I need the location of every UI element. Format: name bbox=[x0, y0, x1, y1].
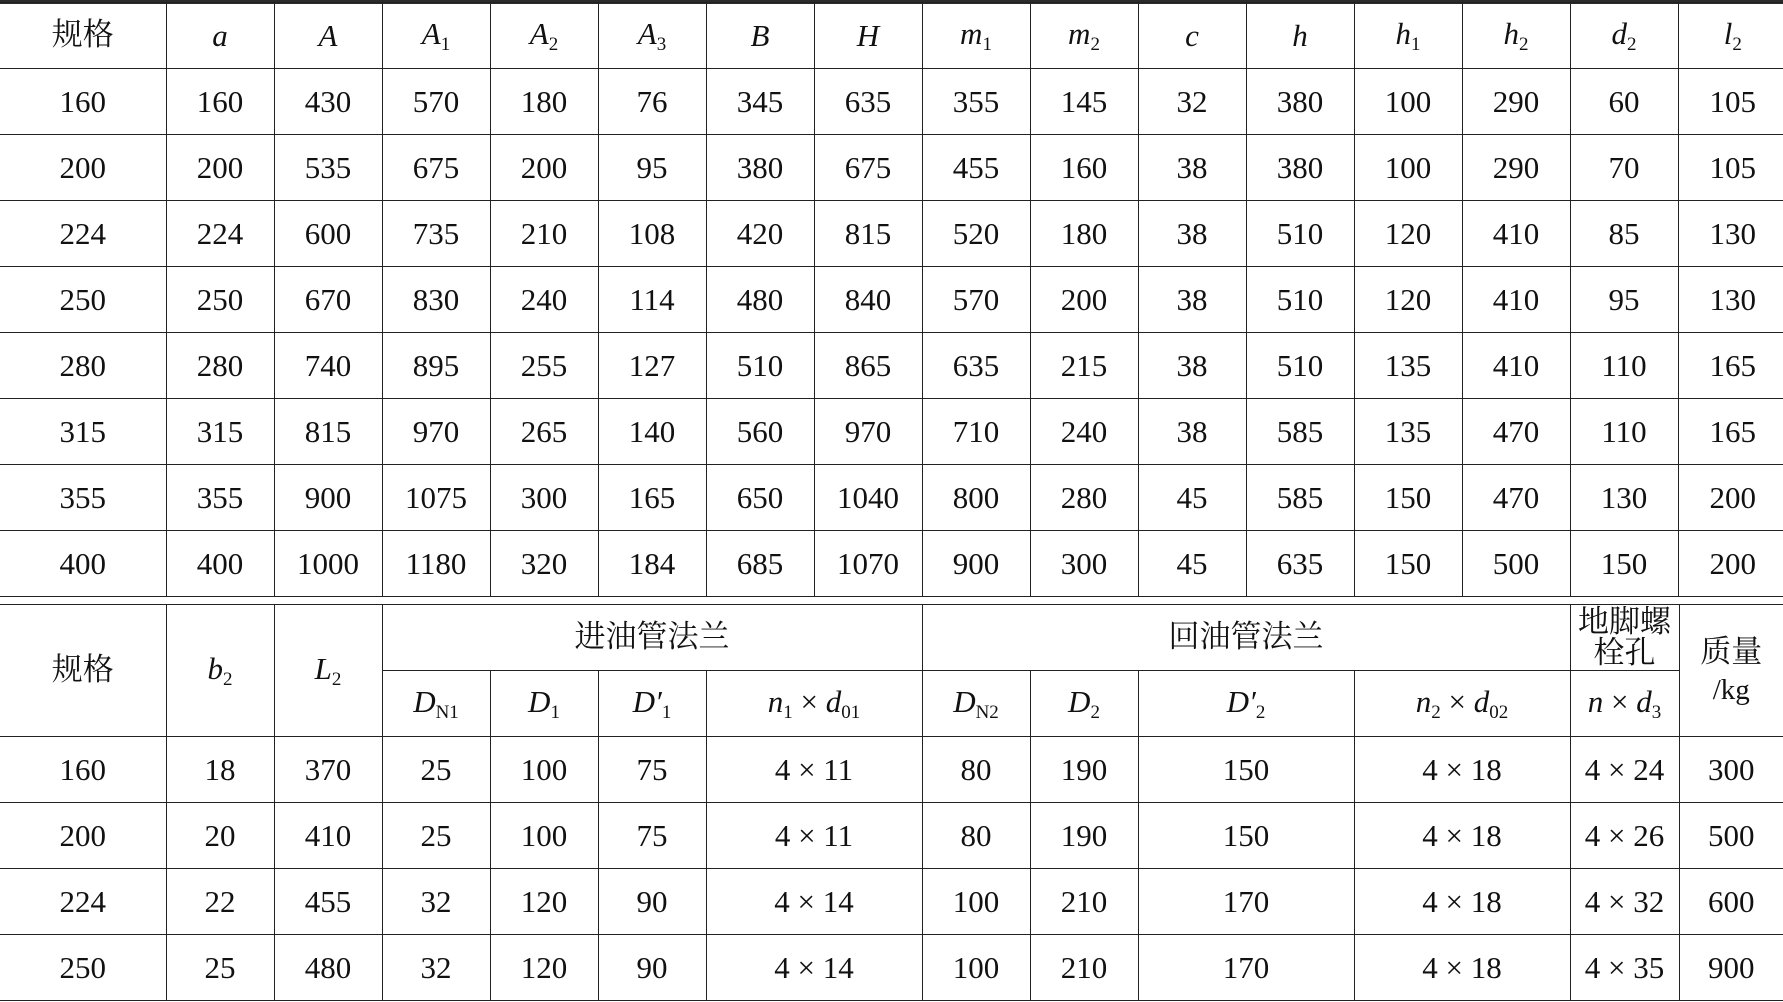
flange-table-cell: 75 bbox=[598, 737, 706, 803]
dimension-header-symbol: H bbox=[856, 18, 880, 53]
flange-table-body bbox=[0, 737, 1783, 1001]
dimension-table-cell: 280 bbox=[166, 333, 274, 399]
header-d02-main: d bbox=[1473, 683, 1490, 719]
dimension-table-row bbox=[0, 69, 1783, 135]
dimension-table-cell: 740 bbox=[274, 333, 382, 399]
dimension-table-cell: 635 bbox=[922, 333, 1030, 399]
flange-table-row bbox=[0, 935, 1783, 1001]
dimension-header-symbol: A bbox=[529, 15, 549, 51]
flange-table bbox=[0, 604, 1783, 1001]
dimension-header-symbol: A bbox=[421, 15, 441, 51]
dimension-table-cell: 400 bbox=[0, 531, 166, 597]
dimension-table-cell: 265 bbox=[490, 399, 598, 465]
dimension-header-cell bbox=[1462, 3, 1570, 69]
dimension-table-cell: 200 bbox=[1030, 267, 1138, 333]
dimension-table-cell: 560 bbox=[706, 399, 814, 465]
dimension-table-cell: 250 bbox=[0, 267, 166, 333]
dimension-table-cell: 70 bbox=[1570, 135, 1678, 201]
dimension-header-cell bbox=[1030, 3, 1138, 69]
dimension-table-body bbox=[0, 69, 1783, 597]
dimension-table-row bbox=[0, 399, 1783, 465]
dimension-table-cell: 180 bbox=[490, 69, 598, 135]
dimension-table-cell: 224 bbox=[0, 201, 166, 267]
dimension-table-cell: 200 bbox=[490, 135, 598, 201]
dimension-table-cell: 100 bbox=[1354, 69, 1462, 135]
dimension-table-cell: 200 bbox=[166, 135, 274, 201]
dimension-table-cell: 650 bbox=[706, 465, 814, 531]
dimension-table-cell: 500 bbox=[1462, 531, 1570, 597]
dimension-header-symbol: l bbox=[1723, 15, 1733, 51]
flange-table-cell: 150 bbox=[1138, 803, 1354, 869]
dimension-table-cell: 150 bbox=[1354, 465, 1462, 531]
flange-table-cell: 100 bbox=[490, 803, 598, 869]
header-DN1-main: D bbox=[413, 683, 436, 719]
dimension-table-cell: 815 bbox=[274, 399, 382, 465]
dimension-table-cell: 160 bbox=[0, 69, 166, 135]
dimension-header-cell bbox=[274, 3, 382, 69]
dimension-header-symbol: d bbox=[1611, 15, 1627, 51]
dimension-table-cell: 1075 bbox=[382, 465, 490, 531]
dimension-table-cell: 210 bbox=[490, 201, 598, 267]
dimension-table-cell: 320 bbox=[490, 531, 598, 597]
dimension-table-cell: 815 bbox=[814, 201, 922, 267]
dimension-table-cell: 470 bbox=[1462, 465, 1570, 531]
dimension-table-cell: 160 bbox=[1030, 135, 1138, 201]
header-d3-main: d bbox=[1636, 683, 1652, 719]
dimension-table-cell: 520 bbox=[922, 201, 1030, 267]
dimension-header-symbol: c bbox=[1185, 18, 1199, 53]
header-b2 bbox=[166, 605, 274, 737]
flange-table-cell: 4 × 26 bbox=[1570, 803, 1679, 869]
dimension-header-symbol: a bbox=[212, 18, 228, 53]
flange-table-cell: 300 bbox=[1679, 737, 1783, 803]
dimension-header-cell bbox=[922, 3, 1030, 69]
flange-table-cell: 4 × 14 bbox=[706, 869, 922, 935]
dimension-table-cell: 130 bbox=[1570, 465, 1678, 531]
dimension-table-cell: 635 bbox=[814, 69, 922, 135]
dimension-table-cell: 570 bbox=[382, 69, 490, 135]
dimension-table-cell: 355 bbox=[0, 465, 166, 531]
dimension-table-cell: 800 bbox=[922, 465, 1030, 531]
dimension-table-cell: 184 bbox=[598, 531, 706, 597]
dimension-table-cell: 1000 bbox=[274, 531, 382, 597]
dimension-header-cell bbox=[1678, 3, 1783, 69]
dimension-header-cell bbox=[598, 3, 706, 69]
header-D2-prime bbox=[1138, 671, 1354, 737]
dimension-header-cell bbox=[706, 3, 814, 69]
dimension-table-cell: 1070 bbox=[814, 531, 922, 597]
dimension-table-cell: 145 bbox=[1030, 69, 1138, 135]
dimension-table-cell: 400 bbox=[166, 531, 274, 597]
dimension-table-cell: 165 bbox=[598, 465, 706, 531]
dimension-header-cell bbox=[166, 3, 274, 69]
header-DN1 bbox=[382, 671, 490, 737]
flange-table-cell: 210 bbox=[1030, 935, 1138, 1001]
dimension-table-cell: 585 bbox=[1246, 465, 1354, 531]
dimension-table-cell: 300 bbox=[490, 465, 598, 531]
header-D1-prime-main: D′ bbox=[632, 683, 662, 719]
header-b2-sub: 2 bbox=[223, 668, 233, 690]
flange-table-cell: 100 bbox=[922, 935, 1030, 1001]
flange-table-cell: 120 bbox=[490, 935, 598, 1001]
dimension-header-cell bbox=[1246, 3, 1354, 69]
header-D1-prime bbox=[598, 671, 706, 737]
header-d01-main: d bbox=[825, 683, 842, 719]
header-L2 bbox=[274, 605, 382, 737]
dimension-header-symbol: A bbox=[318, 18, 338, 53]
dimension-table-cell: 315 bbox=[0, 399, 166, 465]
dimension-table-cell: 165 bbox=[1678, 399, 1783, 465]
dimension-table-cell: 380 bbox=[1246, 135, 1354, 201]
flange-table-cell: 22 bbox=[166, 869, 274, 935]
dimension-header-cell bbox=[1138, 3, 1246, 69]
dimension-table-cell: 130 bbox=[1678, 201, 1783, 267]
dimension-table-cell: 110 bbox=[1570, 333, 1678, 399]
dimension-table-row bbox=[0, 465, 1783, 531]
dimension-table-cell: 895 bbox=[382, 333, 490, 399]
dimension-table-cell: 355 bbox=[166, 465, 274, 531]
dimension-table-cell: 355 bbox=[922, 69, 1030, 135]
dimension-header-subscript: 1 bbox=[1411, 33, 1421, 55]
dimension-table-cell: 410 bbox=[1462, 333, 1570, 399]
flange-table-cell: 4 × 11 bbox=[706, 737, 922, 803]
dimension-header-cell bbox=[1354, 3, 1462, 69]
flange-table-cell: 500 bbox=[1679, 803, 1783, 869]
dimension-table-cell: 150 bbox=[1354, 531, 1462, 597]
dimension-table-cell: 85 bbox=[1570, 201, 1678, 267]
header-D2-sub: 2 bbox=[1090, 701, 1100, 723]
header-spec-label: 规格 bbox=[51, 652, 114, 688]
header-n-d3 bbox=[1570, 671, 1679, 737]
header-D1-main: D bbox=[528, 683, 551, 719]
dimension-table-cell: 675 bbox=[382, 135, 490, 201]
dimension-table-cell: 280 bbox=[1030, 465, 1138, 531]
dimension-table-cell: 675 bbox=[814, 135, 922, 201]
dimension-table-cell: 38 bbox=[1138, 267, 1246, 333]
dimension-table-cell: 200 bbox=[0, 135, 166, 201]
dimension-table-cell: 300 bbox=[1030, 531, 1138, 597]
dimension-table-row bbox=[0, 267, 1783, 333]
dimension-table-cell: 970 bbox=[382, 399, 490, 465]
dimension-table-cell: 420 bbox=[706, 201, 814, 267]
flange-table-cell: 370 bbox=[274, 737, 382, 803]
header-mass-unit: /kg bbox=[1712, 673, 1750, 706]
dimension-table-cell: 635 bbox=[1246, 531, 1354, 597]
dimension-table-cell: 1040 bbox=[814, 465, 922, 531]
header-mass-label: 质量 bbox=[1700, 633, 1763, 670]
header-D1-prime-sub: 1 bbox=[661, 701, 672, 723]
dimension-table-cell: 585 bbox=[1246, 399, 1354, 465]
dimension-table-cell: 345 bbox=[706, 69, 814, 135]
header-L2-sub: 2 bbox=[331, 668, 342, 690]
flange-table-cell: 455 bbox=[274, 869, 382, 935]
dimension-table-cell: 180 bbox=[1030, 201, 1138, 267]
dimension-header-subscript: 1 bbox=[982, 33, 992, 55]
header-D2-prime-sub: 2 bbox=[1255, 701, 1266, 723]
header-D2-prime-main: D′ bbox=[1226, 683, 1256, 719]
header-n1-d01-times: × bbox=[792, 683, 826, 719]
flange-table-cell: 4 × 18 bbox=[1354, 737, 1570, 803]
dimension-table-cell: 735 bbox=[382, 201, 490, 267]
flange-table-cell: 25 bbox=[382, 803, 490, 869]
dimension-table-cell: 105 bbox=[1678, 135, 1783, 201]
flange-table-cell: 75 bbox=[598, 803, 706, 869]
dimension-table-cell: 1180 bbox=[382, 531, 490, 597]
flange-table-cell: 90 bbox=[598, 869, 706, 935]
dimension-header-cell bbox=[1570, 3, 1678, 69]
flange-table-cell: 480 bbox=[274, 935, 382, 1001]
dimension-table-cell: 900 bbox=[922, 531, 1030, 597]
dimension-table-cell: 38 bbox=[1138, 135, 1246, 201]
dimension-table-cell: 120 bbox=[1354, 267, 1462, 333]
dimension-table-cell: 315 bbox=[166, 399, 274, 465]
dimension-header-cell bbox=[490, 3, 598, 69]
dimension-table-cell: 380 bbox=[706, 135, 814, 201]
flange-table-row bbox=[0, 869, 1783, 935]
dimension-table-cell: 710 bbox=[922, 399, 1030, 465]
header-d3-sub: 3 bbox=[1651, 701, 1662, 723]
header-D2-main: D bbox=[1068, 683, 1091, 719]
flange-table-cell: 120 bbox=[490, 869, 598, 935]
dimension-header-cell bbox=[814, 3, 922, 69]
flange-table-cell: 20 bbox=[166, 803, 274, 869]
dimension-table-cell: 470 bbox=[1462, 399, 1570, 465]
dimension-table-cell: 240 bbox=[1030, 399, 1138, 465]
dimension-table-cell: 290 bbox=[1462, 135, 1570, 201]
flange-table-cell: 190 bbox=[1030, 803, 1138, 869]
flange-table-cell: 190 bbox=[1030, 737, 1138, 803]
dimension-table-cell: 200 bbox=[1678, 531, 1783, 597]
dimension-table-cell: 140 bbox=[598, 399, 706, 465]
dimension-table-cell: 510 bbox=[1246, 267, 1354, 333]
flange-table-cell: 4 × 32 bbox=[1570, 869, 1679, 935]
header-DN2-main: D bbox=[953, 683, 976, 719]
dimension-header-symbol: h bbox=[1395, 15, 1411, 51]
flange-table-cell: 4 × 18 bbox=[1354, 935, 1570, 1001]
dimension-table-cell: 280 bbox=[0, 333, 166, 399]
dimension-table-cell: 38 bbox=[1138, 201, 1246, 267]
flange-table-cell: 25 bbox=[166, 935, 274, 1001]
dimension-table-cell: 570 bbox=[922, 267, 1030, 333]
flange-table-cell: 100 bbox=[490, 737, 598, 803]
dimension-header-subscript: 3 bbox=[656, 33, 667, 55]
header-n1-d01 bbox=[706, 671, 922, 737]
dimension-table-cell: 900 bbox=[274, 465, 382, 531]
dimension-header-subscript: 2 bbox=[1519, 33, 1529, 55]
dimension-table-cell: 150 bbox=[1570, 531, 1678, 597]
dimension-table-cell: 670 bbox=[274, 267, 382, 333]
flange-table-cell: 210 bbox=[1030, 869, 1138, 935]
flange-table-cell: 224 bbox=[0, 869, 166, 935]
dimension-table-cell: 430 bbox=[274, 69, 382, 135]
header-DN1-sub: N1 bbox=[435, 701, 459, 723]
dimension-table-cell: 32 bbox=[1138, 69, 1246, 135]
header-DN2 bbox=[922, 671, 1030, 737]
dimension-table-cell: 130 bbox=[1678, 267, 1783, 333]
header-n2-d02 bbox=[1354, 671, 1570, 737]
dimension-table-cell: 127 bbox=[598, 333, 706, 399]
dimension-table-header-row bbox=[0, 3, 1783, 69]
dimension-table-cell: 600 bbox=[274, 201, 382, 267]
header-L2-main: L bbox=[314, 650, 332, 686]
flange-table-cell: 4 × 35 bbox=[1570, 935, 1679, 1001]
flange-table-cell: 4 × 14 bbox=[706, 935, 922, 1001]
dimension-table-cell: 100 bbox=[1354, 135, 1462, 201]
dimension-header-subscript: 2 bbox=[1732, 33, 1742, 55]
dimension-table-cell: 410 bbox=[1462, 201, 1570, 267]
header-spec bbox=[0, 605, 166, 737]
flange-table-cell: 100 bbox=[922, 869, 1030, 935]
dimension-table-cell: 224 bbox=[166, 201, 274, 267]
dimension-header-symbol: A bbox=[637, 15, 657, 51]
header-n2-main: n bbox=[1415, 683, 1432, 719]
header-n-main: n bbox=[1587, 683, 1604, 719]
flange-table-cell: 170 bbox=[1138, 869, 1354, 935]
flange-table-cell: 80 bbox=[922, 737, 1030, 803]
dimension-table-cell: 830 bbox=[382, 267, 490, 333]
dimension-table-cell: 108 bbox=[598, 201, 706, 267]
dimension-table-row bbox=[0, 201, 1783, 267]
dimension-table-cell: 215 bbox=[1030, 333, 1138, 399]
flange-table-cell: 150 bbox=[1138, 737, 1354, 803]
header-d02-sub: 02 bbox=[1489, 701, 1509, 723]
flange-table-cell: 32 bbox=[382, 869, 490, 935]
dimension-table-cell: 685 bbox=[706, 531, 814, 597]
dimension-header-symbol: B bbox=[750, 18, 770, 53]
dimension-table-cell: 865 bbox=[814, 333, 922, 399]
flange-table-cell: 32 bbox=[382, 935, 490, 1001]
dimension-table-cell: 135 bbox=[1354, 399, 1462, 465]
dimension-table-cell: 970 bbox=[814, 399, 922, 465]
dimension-header-subscript: 2 bbox=[548, 33, 559, 55]
dimension-table-cell: 455 bbox=[922, 135, 1030, 201]
flange-table-cell: 250 bbox=[0, 935, 166, 1001]
flange-table-cell: 170 bbox=[1138, 935, 1354, 1001]
dimension-table-cell: 200 bbox=[1678, 465, 1783, 531]
flange-table-cell: 4 × 18 bbox=[1354, 869, 1570, 935]
dimension-table-cell: 255 bbox=[490, 333, 598, 399]
dimension-table-cell: 510 bbox=[1246, 333, 1354, 399]
dimension-table-cell: 240 bbox=[490, 267, 598, 333]
flange-table-row bbox=[0, 737, 1783, 803]
dimension-table-cell: 165 bbox=[1678, 333, 1783, 399]
header-inlet-flange: 进油管法兰 bbox=[382, 605, 922, 671]
flange-table-cell: 160 bbox=[0, 737, 166, 803]
header-n-d3-times: × bbox=[1603, 683, 1637, 719]
dimension-table-cell: 535 bbox=[274, 135, 382, 201]
dimension-header-symbol: m bbox=[1068, 15, 1091, 51]
flange-table-cell: 410 bbox=[274, 803, 382, 869]
header-b2-main: b bbox=[207, 650, 223, 686]
flange-table-cell: 25 bbox=[382, 737, 490, 803]
header-DN2-sub: N2 bbox=[975, 701, 999, 723]
flange-table-row bbox=[0, 803, 1783, 869]
header-n2-sub: 2 bbox=[1431, 701, 1441, 723]
dimension-header-label: 规格 bbox=[51, 17, 114, 53]
flange-table-cell: 90 bbox=[598, 935, 706, 1001]
dimension-table-cell: 95 bbox=[598, 135, 706, 201]
dimension-table-cell: 38 bbox=[1138, 333, 1246, 399]
dimension-table-row bbox=[0, 333, 1783, 399]
dimension-table-cell: 480 bbox=[706, 267, 814, 333]
dimension-header-cell bbox=[0, 3, 166, 69]
dimension-table-cell: 290 bbox=[1462, 69, 1570, 135]
dimension-table-cell: 45 bbox=[1138, 531, 1246, 597]
dimension-table-cell: 38 bbox=[1138, 399, 1246, 465]
header-D1 bbox=[490, 671, 598, 737]
dimension-table-cell: 380 bbox=[1246, 69, 1354, 135]
dimension-table-cell: 114 bbox=[598, 267, 706, 333]
table-separator bbox=[0, 598, 1783, 602]
header-n1-sub: 1 bbox=[783, 701, 793, 723]
flange-table-cell: 80 bbox=[922, 803, 1030, 869]
flange-table-cell: 18 bbox=[166, 737, 274, 803]
dimension-table-cell: 510 bbox=[1246, 201, 1354, 267]
header-anchor-bolt-hole: 地脚螺栓孔 bbox=[1570, 605, 1679, 671]
header-n2-d02-times: × bbox=[1440, 683, 1474, 719]
header-mass bbox=[1679, 605, 1783, 737]
header-n1-main: n bbox=[767, 683, 784, 719]
dimension-table-cell: 60 bbox=[1570, 69, 1678, 135]
flange-table-cell: 4 × 11 bbox=[706, 803, 922, 869]
flange-table-cell: 4 × 18 bbox=[1354, 803, 1570, 869]
dimension-header-symbol: m bbox=[960, 15, 983, 51]
dimension-header-subscript: 2 bbox=[1627, 33, 1637, 55]
dimension-header-subscript: 2 bbox=[1090, 33, 1100, 55]
flange-table-cell: 200 bbox=[0, 803, 166, 869]
dimension-table-cell: 250 bbox=[166, 267, 274, 333]
dimension-header-symbol: h bbox=[1503, 15, 1519, 51]
header-return-flange: 回油管法兰 bbox=[922, 605, 1570, 671]
flange-table-cell: 4 × 24 bbox=[1570, 737, 1679, 803]
dimension-header-cell bbox=[382, 3, 490, 69]
dimension-table-cell: 120 bbox=[1354, 201, 1462, 267]
flange-table-cell: 900 bbox=[1679, 935, 1783, 1001]
dimension-table-cell: 410 bbox=[1462, 267, 1570, 333]
header-d01-sub: 01 bbox=[841, 701, 861, 723]
dimension-table bbox=[0, 2, 1783, 597]
dimension-header-symbol: h bbox=[1292, 18, 1308, 53]
dimension-table-cell: 510 bbox=[706, 333, 814, 399]
header-D2 bbox=[1030, 671, 1138, 737]
dimension-table-row bbox=[0, 531, 1783, 597]
dimension-table-cell: 840 bbox=[814, 267, 922, 333]
dimension-table-cell: 76 bbox=[598, 69, 706, 135]
dimension-header-subscript: 1 bbox=[440, 33, 451, 55]
dimension-table-row bbox=[0, 135, 1783, 201]
header-D1-sub: 1 bbox=[550, 701, 560, 723]
flange-table-cell: 600 bbox=[1679, 869, 1783, 935]
dimension-table-cell: 45 bbox=[1138, 465, 1246, 531]
dimension-table-cell: 95 bbox=[1570, 267, 1678, 333]
dimension-table-cell: 110 bbox=[1570, 399, 1678, 465]
flange-table-header-row-1 bbox=[0, 605, 1783, 671]
dimension-table-cell: 160 bbox=[166, 69, 274, 135]
dimension-table-cell: 105 bbox=[1678, 69, 1783, 135]
dimension-table-cell: 135 bbox=[1354, 333, 1462, 399]
